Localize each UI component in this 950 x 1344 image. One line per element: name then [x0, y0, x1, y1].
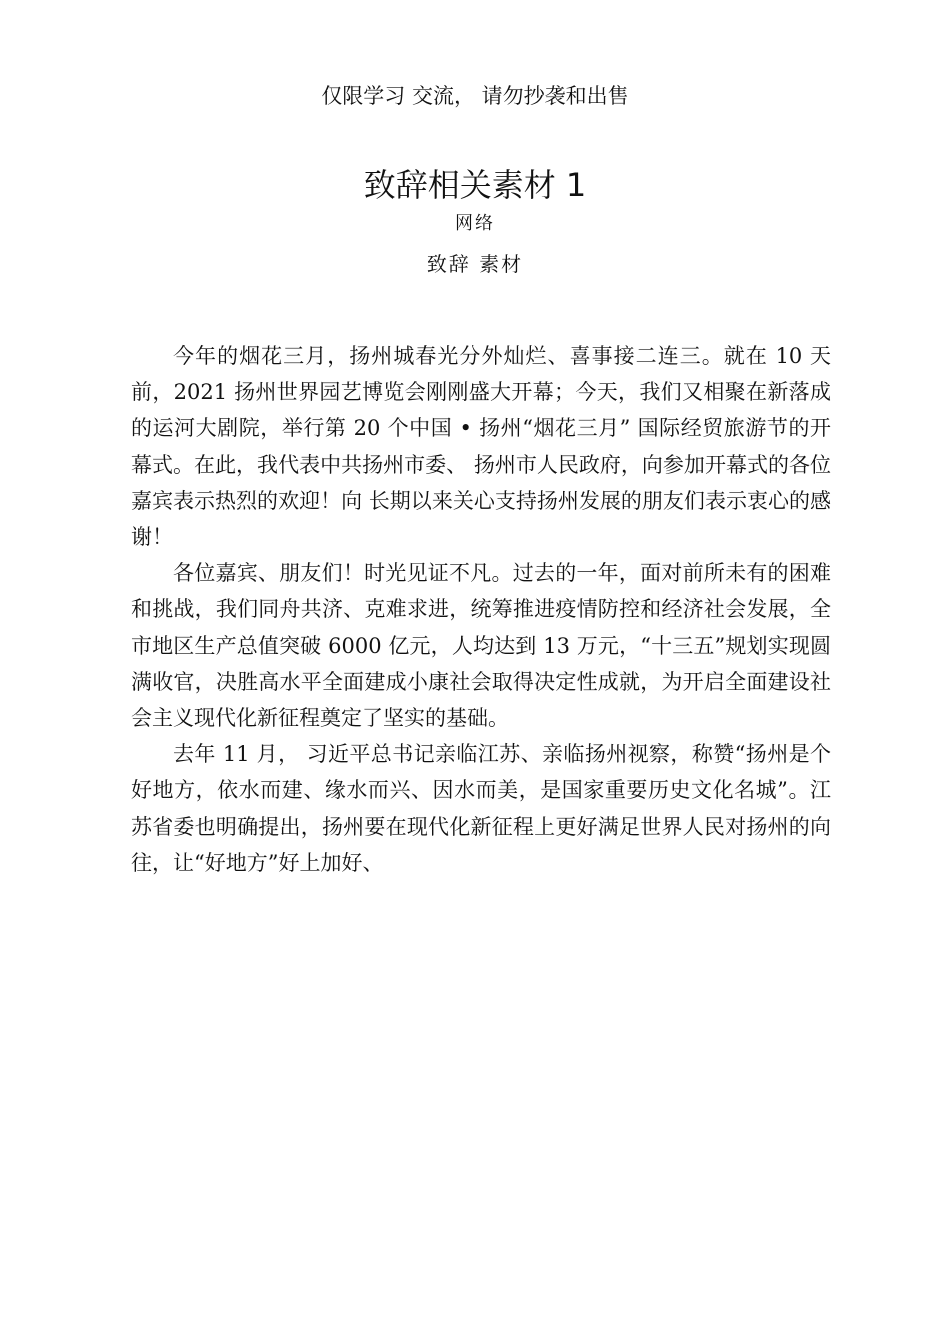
document-body: [131, 338, 831, 881]
paragraph-1: 今年的烟花三月，扬州城春光分外灿烂、喜事接二连三。就在 10 天前，2021 扬州世界园艺博览会刚刚盛大开幕；今天，我们又相聚在新落成的运河大剧院，举行第 20 个中国 • 扬州“烟花三月” 国际经贸旅游节的开幕式。在此，我代表中共扬州市委、 扬州市人民政府，向参加开幕式的各位嘉宾表示热烈的欢迎！向 长期以来关心支持扬州发展的朋友们表示衷心的感谢！: [131, 344, 831, 550]
document-keywords: 致辞 素材: [426, 252, 524, 276]
paragraph-3: 去年 11 月， 习近平总书记亲临江苏、亲临扬州视察，称赞“扬州是个好地方，依水而建、缘水而兴、因水而美，是国家重要历史文化名城”。江苏省委也明确提出，扬州要在现代化新征程上更好满足世界人民对扬州的向往，让“好地方”好上加好、: [131, 742, 831, 875]
paragraph-2: 各位嘉宾、朋友们！时光见证不凡。过去的一年，面对前所未有的困难和挑战，我们同舟共济、克难求进，统筹推进疫情防控和经济社会发展，全市地区生产总值突破 6000 亿元，人均达到 13 万元，“十三五”规划实现圆满收官，决胜高水平全面建成小康社会取得决定性成就，为开启全面建设社会主义现代化新征程奠定了坚实的基础。: [131, 561, 831, 731]
copyright-notice: 仅限学习 交流， 请勿抄袭和出售: [321, 84, 629, 108]
document-title: 致辞相关素材 1: [363, 166, 587, 204]
document-source: 网络: [455, 213, 495, 234]
